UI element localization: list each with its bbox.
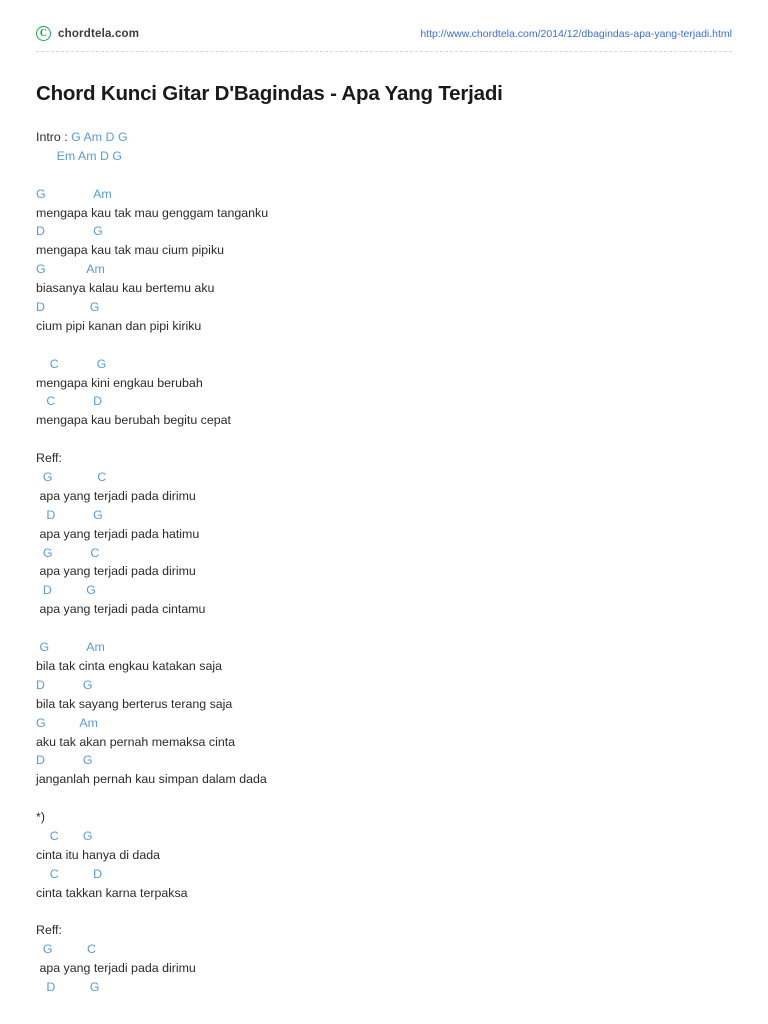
lyric-line: [36, 411, 732, 430]
chord-text: D G: [36, 300, 100, 315]
lyric-line: [36, 657, 732, 676]
lyric-line: [36, 770, 732, 789]
chord-line: [36, 865, 732, 884]
chord-line: [36, 468, 732, 487]
chord-line: [36, 940, 732, 959]
lyric-line: [36, 317, 732, 336]
lyric-line: [36, 204, 732, 223]
chord-line: [36, 392, 732, 411]
lyric-line: [36, 695, 732, 714]
chord-line: [36, 638, 732, 657]
brand-name: chordtela.com: [58, 27, 140, 40]
intro-line: [36, 147, 732, 166]
section-label: [36, 449, 732, 468]
section-label: [36, 808, 732, 827]
lyric-line: [36, 279, 732, 298]
chord-text: G Am: [36, 186, 112, 201]
lyric-text: cium pipi kanan dan pipi kiriku: [36, 318, 202, 333]
chord-line: [36, 714, 732, 733]
lyric-text: biasanya kalau kau bertemu aku: [36, 281, 215, 296]
chord-text: D G: [36, 583, 96, 598]
blank-line: [36, 619, 732, 638]
chord-text: G Am: [36, 715, 98, 730]
chord-text: G C: [36, 545, 100, 560]
lyric-text: aku tak akan pernah memaksa cinta: [36, 734, 236, 749]
lyric-text: janganlah pernah kau simpan dalam dada: [36, 772, 267, 787]
lyric-text: bila tak sayang berterus terang saja: [36, 696, 233, 711]
chord-line: [36, 581, 732, 600]
lyric-line: [36, 525, 732, 544]
chord-line: [36, 355, 732, 374]
page-title: Chord Kunci Gitar D'Bagindas - Apa Yang Terjadi: [36, 82, 503, 105]
copyright-circle-icon: C: [36, 26, 51, 41]
lyric-text: bila tak cinta engkau katakan saja: [36, 658, 222, 673]
chord-text: G C: [36, 942, 96, 957]
section-label-text: [36, 149, 57, 163]
blank-line: [36, 430, 732, 449]
header-divider: [36, 51, 732, 52]
lyric-line: [36, 733, 732, 752]
chord-text: C D: [36, 866, 103, 881]
chord-text: C D: [36, 394, 103, 409]
lyric-line: [36, 959, 732, 978]
chord-line: [36, 260, 732, 279]
chord-text: C G: [36, 828, 93, 843]
chord-line: [36, 827, 732, 846]
lyric-text: cinta takkan karna terpaksa: [36, 885, 188, 900]
lyric-line: [36, 562, 732, 581]
lyric-text: mengapa kau tak mau cium pipiku: [36, 243, 225, 258]
section-label-text: Reff:: [36, 451, 62, 466]
lyric-line: [36, 600, 732, 619]
chord-text: D G: [36, 677, 93, 692]
lyric-line: [36, 487, 732, 506]
section-label-text: Intro :: [36, 130, 72, 144]
chord-text: G C: [36, 470, 107, 485]
lyric-text: apa yang terjadi pada dirimu: [36, 961, 196, 976]
section-label: [36, 921, 732, 940]
chord-line: [36, 751, 732, 770]
chord-text: C G: [36, 356, 107, 371]
chord-line: [36, 506, 732, 525]
chord-line: [36, 222, 732, 241]
chord-line: [36, 676, 732, 695]
lyric-text: cinta itu hanya di dada: [36, 847, 160, 862]
lyric-text: mengapa kau tak mau genggam tanganku: [36, 205, 269, 220]
lyric-line: [36, 846, 732, 865]
lyric-text: mengapa kini engkau berubah: [36, 375, 203, 390]
chord-text: G Am D G: [71, 130, 128, 144]
blank-line: [36, 336, 732, 355]
blank-line: [36, 789, 732, 808]
intro-line: [36, 128, 732, 147]
chord-text: G Am: [36, 262, 105, 277]
lyric-line: [36, 884, 732, 903]
site-brand[interactable]: [36, 26, 139, 41]
chord-line: [36, 185, 732, 204]
blank-line: [36, 166, 732, 185]
lyric-line: [36, 374, 732, 393]
chord-line: [36, 298, 732, 317]
chord-text: G Am: [36, 640, 105, 655]
site-header: [0, 0, 768, 51]
chord-text: D G: [36, 980, 100, 995]
section-label-text: Reff:: [36, 923, 62, 938]
lyric-line: [36, 241, 732, 260]
source-url-link[interactable]: http://www.chordtela.com/2014/12/dbagindas-apa-yang-terjadi.html: [420, 27, 732, 40]
chord-text: D G: [36, 753, 93, 768]
lyric-text: apa yang terjadi pada dirimu: [36, 564, 196, 579]
section-label-text: *): [36, 810, 45, 825]
lyric-text: mengapa kau berubah begitu cepat: [36, 413, 231, 428]
chord-text: D G: [36, 507, 103, 522]
chord-line: [36, 978, 732, 997]
lyric-text: apa yang terjadi pada hatimu: [36, 526, 200, 541]
blank-line: [36, 903, 732, 922]
chord-text: Em Am D G: [56, 148, 123, 163]
lyric-text: apa yang terjadi pada cintamu: [36, 602, 206, 617]
chord-line: [36, 544, 732, 563]
chord-sheet: [36, 128, 732, 997]
lyric-text: apa yang terjadi pada dirimu: [36, 488, 196, 503]
chord-text: D G: [36, 224, 103, 239]
